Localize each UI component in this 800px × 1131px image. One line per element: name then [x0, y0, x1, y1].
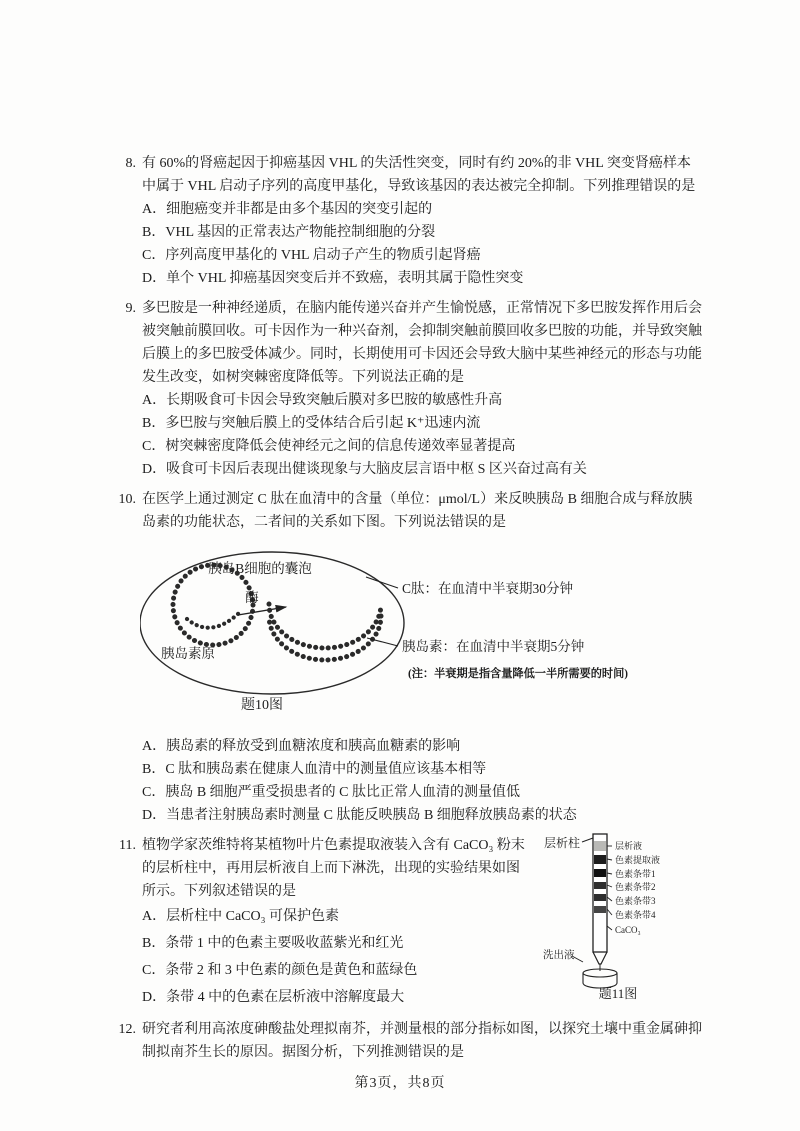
leader-band4	[607, 909, 612, 915]
question-9-option-a: A．长期吸食可卡因会导致突触后膜对多巴胺的敏感性升高	[142, 393, 503, 408]
half-life-note: (注：半衰期是指含量降低一半所需要的时间)	[408, 668, 629, 680]
question-8-number: 8.	[125, 156, 136, 171]
leader-band1	[607, 873, 612, 874]
insulin-label: 胰岛素：在血清中半衰期5分钟	[402, 639, 585, 654]
question-9	[110, 297, 704, 481]
question-11-stem: 植物学家茨维特将某植物叶片色素提取液装入含有 CaCO₃ 粉末的层析柱中，再用层析液自上而下淋洗，出现的实验结果如图所示。下列叙述错误的是	[142, 838, 525, 899]
c-peptide-label: C肽：在血清中半衰期30分钟	[402, 581, 574, 596]
question-11-option-c: C．条带 2 和 3 中色素的颜色是黄色和蓝绿色	[142, 963, 418, 978]
question-8-stem: 有 60%的肾癌起因于抑癌基因 VHL 的失活性突变，同时有约 20%的非 VHL 突变肾癌样本中属于 VHL 启动子序列的高度甲基化，导致该基因的表达被完全抑制。下列推理错误的是	[142, 156, 696, 194]
label-eluent: 层析液	[615, 841, 643, 851]
insulin-leader-line	[367, 638, 398, 646]
pigment-band-3	[594, 894, 606, 901]
leader-extract	[607, 859, 612, 860]
question-8-option-c: C．序列高度甲基化的 VHL 启动子产生的物质引起肾癌	[142, 248, 481, 263]
proinsulin-bead-ring	[173, 565, 253, 645]
question-9-option-b: B．多巴胺与突触后膜上的受体结合后引起 K⁺迅速内流	[142, 416, 481, 431]
figure-q10-insulin-vesicle-diagram	[140, 543, 760, 718]
eluate-label: 洗出液	[543, 950, 575, 961]
column-label-line	[582, 838, 593, 842]
question-10-option-d: D．当患者注射胰岛素时测量 C 肽能反映胰岛 B 细胞释放胰岛素的状态	[142, 808, 577, 823]
leader-caco3	[607, 926, 612, 930]
figure-11-caption: 题11图	[598, 986, 638, 1001]
question-12-number: 12.	[118, 1022, 136, 1037]
question-8-option-d: D．单个 VHL 抑癌基因突变后并不致癌，表明其属于隐性突变	[142, 271, 524, 286]
question-9-stem: 多巴胺是一种神经递质，在脑内能传递兴奋并产生愉悦感，正常情况下多巴胺发挥作用后会被突触前膜回收。可卡因作为一种兴奋剂，会抑制突触前膜回收多巴胺的功能，并导致突触后膜上的多巴胺受体减少。同时，长期使用可卡因还会导致大脑中某些神经元的形态与功能发生改变，如树突棘密度降低等。下列说法正确的是	[142, 301, 702, 385]
eluent-zone	[594, 841, 606, 851]
question-10-option-b: B．C 肽和胰岛素在健康人血清中的测量值应该基本相等	[142, 762, 487, 777]
label-band-1: 色素条带1	[615, 869, 656, 879]
question-11	[110, 834, 704, 1011]
question-9-options	[110, 389, 704, 481]
column-body	[593, 834, 607, 952]
question-10-option-a: A．胰岛素的释放受到血糖浓度和胰高血糖素的影响	[142, 739, 461, 754]
extract-band	[594, 855, 606, 864]
label-caco3: CaCO₃	[615, 925, 641, 935]
leader-band2	[607, 885, 612, 887]
proinsulin-inner-chain	[187, 613, 239, 628]
question-10-options	[110, 735, 704, 827]
column-outlet	[593, 952, 607, 964]
leader-band3	[607, 897, 612, 901]
question-11-options	[110, 903, 530, 1011]
figure-q11	[530, 830, 704, 1010]
enzyme-arrow	[238, 607, 286, 615]
label-band-4: 色素条带4	[615, 910, 656, 920]
question-10-option-c: C．胰岛 B 细胞严重受损患者的 C 肽比正常人血清的测量值低	[142, 785, 521, 800]
pigment-band-2	[594, 882, 606, 889]
pigment-band-1	[594, 869, 606, 877]
footer-page-number: 第3页，共8页	[354, 1076, 446, 1091]
question-11-option-a: A．层析柱中 CaCO₃ 可保护色素	[142, 909, 339, 924]
question-8-option-b: B．VHL 基因的正常表达产物能控制细胞的分裂	[142, 225, 436, 240]
question-12-stem: 研究者利用高浓度砷酸盐处理拟南芥，并测量根的部分指标如图，以探究土壤中重金属砷抑制拟南芥生长的原因。据图分析，下列推测错误的是	[142, 1022, 702, 1060]
c-peptide-arc	[269, 604, 381, 648]
column-label: 层析柱	[544, 836, 581, 850]
question-9-number: 9.	[125, 301, 136, 316]
label-extract: 色素提取液	[615, 855, 661, 865]
question-11-number: 11.	[119, 838, 136, 853]
question-12	[110, 1018, 704, 1064]
question-8-options	[110, 198, 704, 290]
question-11-option-b: B．条带 1 中的色素主要吸收蓝紫光和红光	[142, 936, 404, 951]
label-band-3: 色素条带3	[615, 896, 656, 906]
label-band-2: 色素条带2	[615, 882, 656, 892]
figure-q11-chromatography-column	[538, 830, 703, 1002]
figure-q10	[140, 543, 704, 726]
question-10	[110, 488, 704, 827]
question-11-option-d: D．条带 4 中的色素在层析液中溶解度最大	[142, 990, 405, 1005]
question-8	[110, 152, 704, 290]
figure-10-caption: 题10图	[241, 698, 283, 713]
pigment-band-4	[594, 906, 606, 913]
vesicle-label: 胰岛B细胞的囊泡	[208, 561, 312, 576]
question-10-stem: 在医学上通过测定 C 肽在血清中的含量（单位：μmol/L）来反映胰岛 B 细胞合成与释放胰岛素的功能状态，二者间的关系如下图。下列说法错误的是	[142, 492, 693, 530]
question-9-option-d: D．吸食可卡因后表现出健谈现象与大脑皮层言语中枢 S 区兴奋过高有关	[142, 462, 587, 477]
proinsulin-label: 胰岛素原	[161, 646, 215, 661]
question-9-option-c: C．树突棘密度降低会使神经元之间的信息传递效率显著提高	[142, 439, 516, 454]
c-peptide-leader-line	[366, 577, 398, 588]
enzyme-label: 酶	[245, 590, 259, 605]
question-10-number: 10.	[118, 492, 136, 507]
question-8-option-a: A．细胞癌变并非都是由多个基因的突变引起的	[142, 202, 433, 217]
